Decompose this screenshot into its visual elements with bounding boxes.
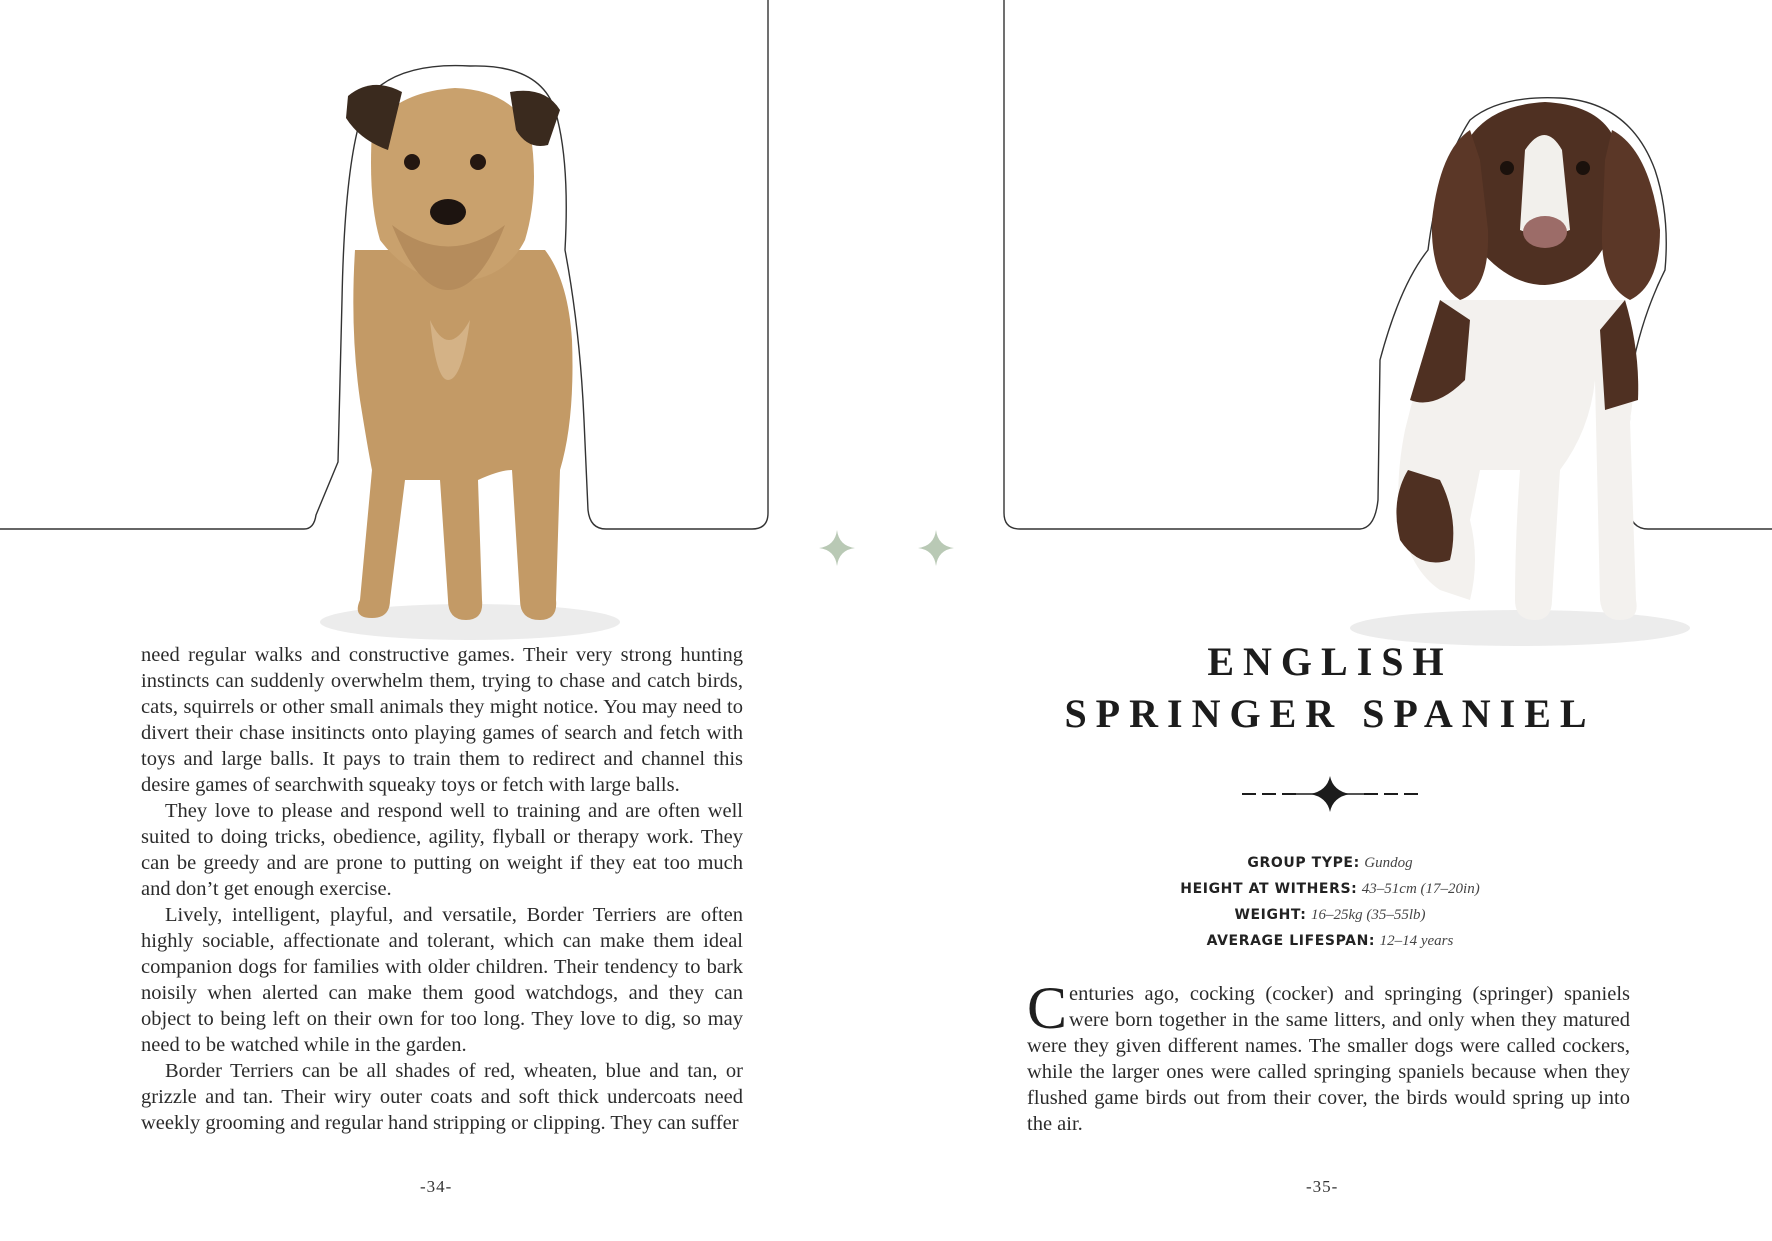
stat-value: 16–25kg (35–55lb) [1310, 907, 1426, 923]
breed-title-line2: SPRINGER SPANIEL [1064, 691, 1596, 736]
page-number-right: -35- [1306, 1177, 1339, 1196]
border-terrier-illustration [320, 85, 620, 640]
springer-spaniel-illustration [1350, 102, 1690, 646]
left-paragraph: Lively, intelligent, playful, and versatile, Border Terriers are often highly sociable, affectionate and tolerant, which can make them ideal companion dogs for families with older children. Their tendency to bark noisily when alerted can make them good watchdogs, and they can object to being left on their own for too long. They love to dig, so may need to be watched while in the garden. [141, 904, 743, 1056]
intro-text: enturies ago, cocking (cocker) and springing (springer) spaniels were born together in the same litters, and only when they matured were they given different names. The smaller dogs were called cockers, while the larger ones were called springing spaniels because when they flushed game birds out from their cover, the birds would spring up into the air. [1027, 983, 1630, 1135]
left-page-body [141, 642, 743, 1136]
stat-label: WEIGHT: [1234, 907, 1307, 923]
intro-paragraph [1027, 975, 1630, 1137]
right-frame-outline [1004, 0, 1772, 529]
sparkle-right-icon [918, 530, 954, 566]
stat-value: Gundog [1364, 855, 1413, 871]
stat-label: AVERAGE LIFESPAN: [1206, 933, 1376, 949]
stat-weight [1010, 902, 1650, 928]
left-paragraph: need regular walks and constructive games. Their very strong hunting instincts can suddenly overwhelm them, trying to chase and catch birds, cats, squirrels or other small animals they might notice. You may need to divert their chase insitincts onto playing games of search and fetch with toys and large balls. It pays to train them to redirect and channel this desire games of searchwith squeaky toys or fetch with large balls. [141, 644, 743, 796]
breed-stats [1010, 850, 1650, 954]
stat-label: GROUP TYPE: [1247, 855, 1360, 871]
stat-label: HEIGHT AT WITHERS: [1180, 881, 1358, 897]
stat-value: 12–14 years [1379, 933, 1454, 949]
sparkle-left-icon [819, 530, 855, 566]
drop-cap: C [1027, 975, 1068, 1041]
breed-title-line1: ENGLISH [1207, 639, 1453, 684]
stat-height [1010, 876, 1650, 902]
left-paragraph: Border Terriers can be all shades of red, wheaten, blue and tan, or grizzle and tan. Their wiry outer coats and soft thick undercoats need weekly grooming and regular hand stripping or clipping. They can suffer [141, 1060, 743, 1134]
right-page-body [1027, 975, 1630, 1137]
stat-value: 43–51cm (17–20in) [1361, 881, 1480, 897]
page-number-left: -34- [420, 1177, 453, 1196]
stat-group-type [1010, 850, 1650, 876]
stat-lifespan [1010, 928, 1650, 954]
left-paragraph: They love to please and respond well to training and are often well suited to doing tricks, obedience, agility, flyball or therapy work. They can be greedy and are prone to putting on weight if they eat too much and don’t get enough exercise. [141, 800, 743, 900]
